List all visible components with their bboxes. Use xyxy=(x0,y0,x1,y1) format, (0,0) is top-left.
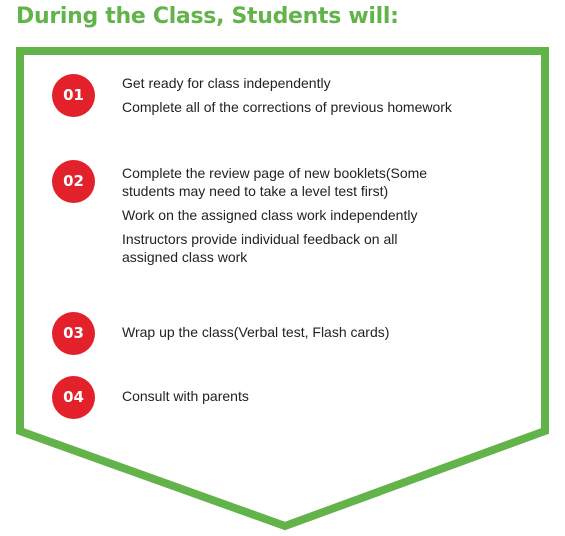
step-number-badge: 03 xyxy=(52,312,95,355)
step-items xyxy=(122,164,452,272)
step-item: Instructors provide individual feedback on all assigned class work xyxy=(122,231,398,265)
step-items xyxy=(122,323,452,347)
step-item: Complete all of the corrections of previous homework xyxy=(122,99,452,115)
step-item: Complete the review page of new booklets(Some students may need to take a level test first) xyxy=(122,165,428,199)
step-number-badge: 02 xyxy=(52,160,95,203)
step-items xyxy=(122,387,452,411)
step-number-badge: 01 xyxy=(52,74,95,117)
step-item: Consult with parents xyxy=(122,388,249,404)
step-number-badge: 04 xyxy=(52,376,95,419)
step-item: Work on the assigned class work independently xyxy=(122,207,418,223)
step-items xyxy=(122,74,452,122)
page-title: During the Class, Students will: xyxy=(16,4,399,29)
step-item: Get ready for class independently xyxy=(122,75,331,91)
step-item: Wrap up the class(Verbal test, Flash cards) xyxy=(122,324,390,340)
